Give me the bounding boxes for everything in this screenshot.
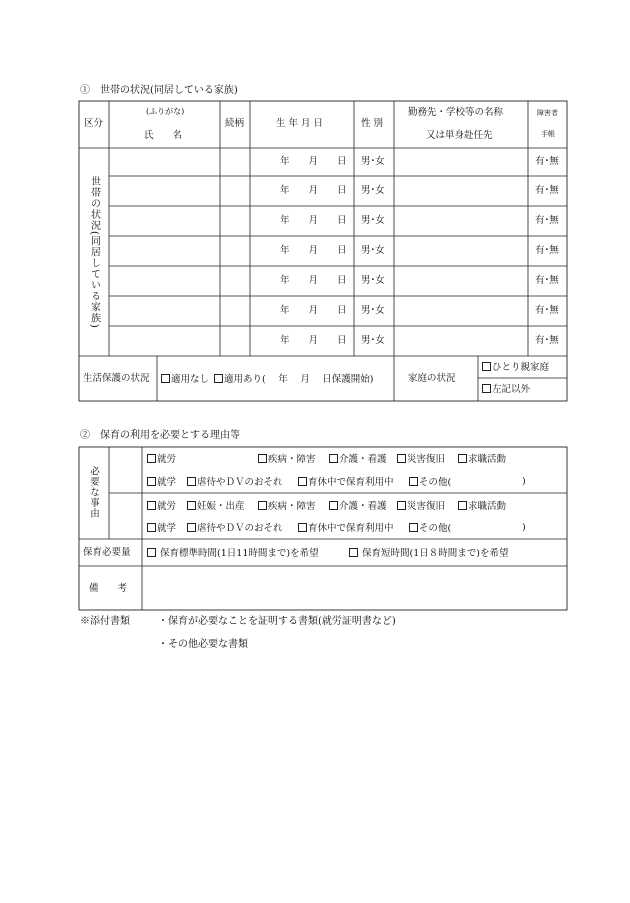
family-other-option[interactable]: 左記以外	[482, 384, 530, 395]
family-single-option[interactable]: ひとり親家庭	[482, 362, 549, 373]
row-disability[interactable]: 有･無	[535, 156, 559, 167]
amount-short-option[interactable]: 保育短時間(1日８時間まで)を希望	[349, 548, 509, 559]
row-birthdate[interactable]: 年 月 日	[280, 245, 347, 256]
checkbox-icon[interactable]	[147, 501, 156, 510]
checkbox-icon[interactable]	[147, 523, 156, 532]
checkbox-icon[interactable]	[258, 501, 267, 510]
attachments-label: ※添付書類	[80, 616, 130, 627]
welfare-none-option[interactable]: 適用なし	[161, 374, 209, 385]
checkbox-icon[interactable]	[147, 454, 156, 463]
reason-disaster-option[interactable]: 災害復旧	[397, 501, 445, 512]
row-disability[interactable]: 有･無	[535, 305, 559, 316]
reason-jobseek-option[interactable]: 求職活動	[458, 454, 506, 465]
reason-care-option[interactable]: 介護・看護	[329, 501, 387, 512]
reason-study-option[interactable]: 就学	[147, 523, 176, 534]
checkbox-icon[interactable]	[458, 501, 467, 510]
row-birthdate[interactable]: 年 月 日	[280, 305, 347, 316]
row-sex[interactable]: 男･女	[361, 275, 385, 286]
row-sex[interactable]: 男･女	[361, 185, 385, 196]
reason-jobseek-option[interactable]: 求職活動	[458, 501, 506, 512]
row-disability[interactable]: 有･無	[535, 215, 559, 226]
header-birthdate: 生 年 月 日	[276, 118, 324, 129]
attachment-item: ・その他必要な書類	[158, 639, 248, 650]
checkbox-icon[interactable]	[298, 477, 307, 486]
checkbox-icon[interactable]	[458, 454, 467, 463]
header-category: 区分	[84, 118, 104, 129]
reason-leave-option[interactable]: 育休中で保育利用中	[298, 523, 394, 534]
amount-label: 保育必要量	[83, 547, 131, 558]
reason-work-option[interactable]: 就労	[147, 501, 176, 512]
remarks-label: 備 考	[89, 583, 128, 594]
reason-label: 必要な事由	[87, 466, 99, 519]
reason-pregnancy-option[interactable]: 妊娠・出産	[187, 501, 245, 512]
remarks-field[interactable]	[143, 567, 566, 609]
welfare-yes-option[interactable]: 適用あり( 年 月 日保護開始)	[214, 374, 373, 385]
reason-other-option[interactable]: その他(	[409, 477, 451, 488]
welfare-label: 生活保護の状況	[83, 373, 150, 384]
row-birthdate[interactable]: 年 月 日	[280, 335, 347, 346]
reason-abuse-option[interactable]: 虐待やＤＶのおそれ	[187, 477, 283, 488]
reason-other-close: )	[522, 522, 526, 533]
household-side-label: 世帯の状況(同居している家族)	[88, 176, 100, 329]
row-birthdate[interactable]: 年 月 日	[280, 156, 347, 167]
attachment-item: ・保育が必要なことを証明する書類(就労証明書など)	[158, 616, 396, 627]
checkbox-icon[interactable]	[147, 548, 156, 557]
header-disability-line1: 障害者	[537, 109, 558, 117]
header-disability-line2: 手帳	[541, 130, 555, 138]
checkbox-icon[interactable]	[397, 454, 406, 463]
header-workplace-line2: 又は単身赴任先	[426, 130, 493, 141]
row-sex[interactable]: 男･女	[361, 305, 385, 316]
checkbox-icon[interactable]	[409, 523, 418, 532]
section2-title: ② 保育の利用を必要とする理由等	[80, 430, 240, 441]
header-furigana: (ふりがな)	[146, 107, 185, 116]
checkbox-icon[interactable]	[329, 454, 338, 463]
checkbox-icon[interactable]	[187, 477, 196, 486]
row-sex[interactable]: 男･女	[361, 335, 385, 346]
row-birthdate[interactable]: 年 月 日	[280, 185, 347, 196]
amount-standard-option[interactable]: 保育標準時間(1日11時間まで)を希望	[147, 548, 319, 559]
checkbox-icon[interactable]	[329, 501, 338, 510]
checkbox-icon[interactable]	[397, 501, 406, 510]
row-disability[interactable]: 有･無	[535, 335, 559, 346]
header-name: 氏 名	[144, 130, 183, 141]
reason-leave-option[interactable]: 育休中で保育利用中	[298, 477, 394, 488]
reason-work-option[interactable]: 就労	[147, 454, 176, 465]
row-sex[interactable]: 男･女	[361, 156, 385, 167]
row-disability[interactable]: 有･無	[535, 185, 559, 196]
checkbox-icon[interactable]	[187, 523, 196, 532]
reason-other-close: )	[522, 476, 526, 487]
checkbox-icon[interactable]	[258, 454, 267, 463]
checkbox-icon[interactable]	[187, 501, 196, 510]
checkbox-icon[interactable]	[409, 477, 418, 486]
header-workplace-line1: 勤務先・学校等の名称	[408, 107, 504, 118]
row-birthdate[interactable]: 年 月 日	[280, 215, 347, 226]
header-sex: 性 別	[361, 118, 384, 129]
row-birthdate[interactable]: 年 月 日	[280, 275, 347, 286]
reason-disaster-option[interactable]: 災害復旧	[397, 454, 445, 465]
reason-other-option[interactable]: その他(	[409, 523, 451, 534]
reason-study-option[interactable]: 就学	[147, 477, 176, 488]
header-relation: 続柄	[225, 118, 245, 129]
row-disability[interactable]: 有･無	[535, 245, 559, 256]
reason-care-option[interactable]: 介護・看護	[329, 454, 387, 465]
checkbox-icon[interactable]	[147, 477, 156, 486]
reason-illness-option[interactable]: 疾病・障害	[258, 501, 316, 512]
checkbox-icon[interactable]	[349, 548, 358, 557]
row-sex[interactable]: 男･女	[361, 245, 385, 256]
reason-illness-option[interactable]: 疾病・障害	[258, 454, 316, 465]
checkbox-icon[interactable]	[298, 523, 307, 532]
section1-title: ① 世帯の状況(同居している家族)	[80, 85, 238, 96]
family-label: 家庭の状況	[408, 373, 456, 384]
row-disability[interactable]: 有･無	[535, 275, 559, 286]
row-sex[interactable]: 男･女	[361, 215, 385, 226]
reason-abuse-option[interactable]: 虐待やＤＶのおそれ	[187, 523, 283, 534]
